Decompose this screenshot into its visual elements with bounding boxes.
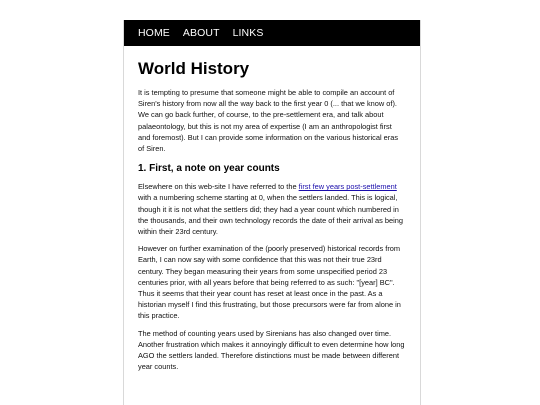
paragraph-text: Elsewhere on this web-site I have referred to the <box>138 182 299 192</box>
first-few-years-link[interactable]: first few years post-settlement <box>298 182 397 192</box>
intro-paragraph: It is tempting to presume that someone might be able to compile an account of Siren's history from now all the way back to the first year 0 (... that we know of). We can go back further, of course, to the pre-settlement era, and talk about palaeontology, but this is not my area of expertise (I am an anthropologist first and foremost). But I can provide some information on the various historical eras of Siren. <box>138 88 399 154</box>
page-title: World History <box>138 59 250 78</box>
top-navbar <box>124 20 420 46</box>
nav-links-link[interactable]: LINKS <box>232 27 264 39</box>
year-count-paragraph-3: The method of counting years used by Sirenians has also changed over time. Another frustration which makes it annoyingly difficult to even determine how long AGO the settlers landed. Therefore distinctions must be made between different year counts. <box>138 328 405 372</box>
nav-home-link[interactable]: HOME <box>138 27 170 39</box>
article-content <box>124 59 420 372</box>
year-count-paragraph-1 <box>138 181 406 237</box>
nav-about-link[interactable]: ABOUT <box>182 27 220 39</box>
page-container <box>123 20 421 405</box>
year-count-paragraph-2: However on further examination of the (poorly preserved) historical records from Earth, I can now say with some confidence that this was not their true 23rd century. They began measuring their years from some unspecified period 23 centuries prior, with all years before that being referred to as such: "[year] BC". Thus it seems that their year count has reset at least once in the past. As a historian myself I find this frustrating, but those precursors were far from alone in this practice. <box>138 244 401 321</box>
paragraph-text: with a numbering scheme starting at 0, when the settlers landed. This is logical, though it it is not what the settlers did; they had a year count which numbered in the thousands, and their own technology records the date of their arrival as being within their 23rd century. <box>138 193 403 237</box>
section-heading-year-counts: 1. First, a note on year counts <box>138 163 280 175</box>
